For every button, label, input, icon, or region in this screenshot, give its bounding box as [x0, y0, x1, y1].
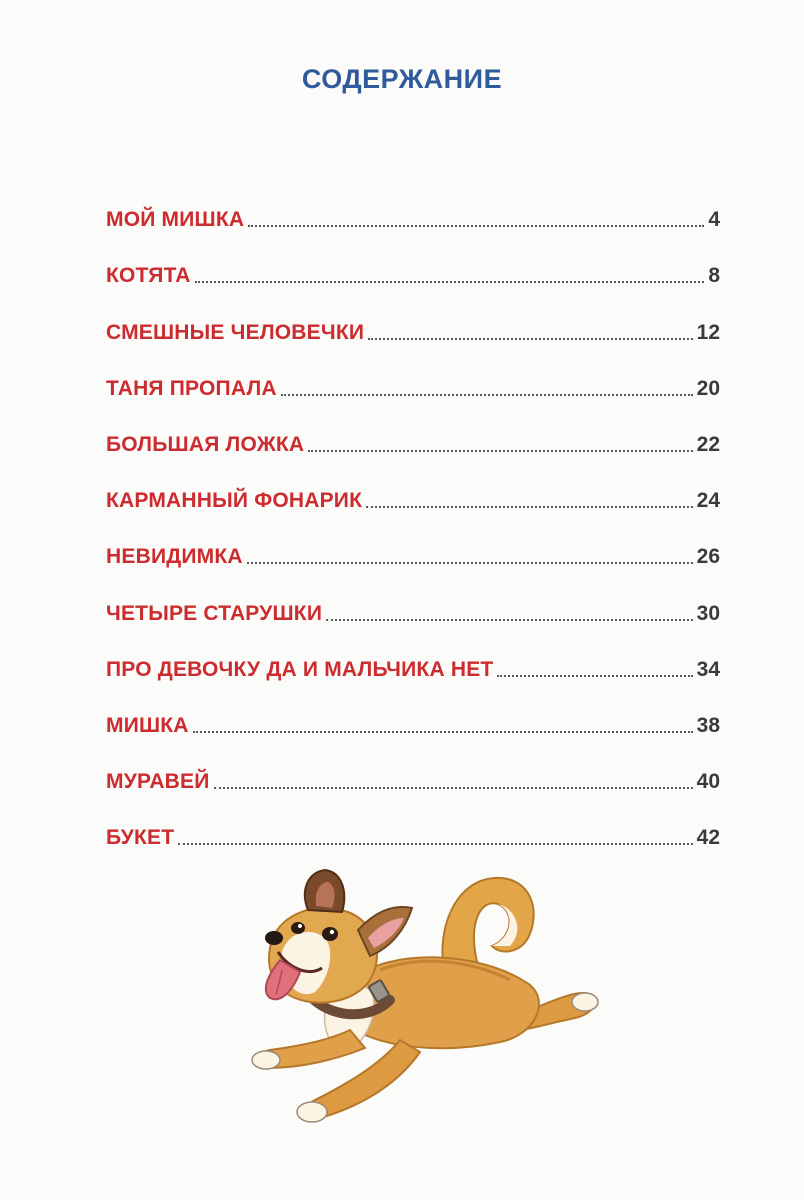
toc-entry[interactable]: [106, 800, 720, 856]
dot-leader: [281, 394, 693, 396]
toc-entry-page: 8: [708, 264, 720, 288]
dot-leader: [178, 843, 692, 845]
toc-entry-page: 30: [696, 601, 720, 625]
toc-entry[interactable]: [106, 744, 720, 800]
toc-entry-title: МИШКА: [106, 713, 189, 737]
toc-entry-title: КАРМАННЫЙ ФОНАРИК: [106, 489, 363, 513]
toc-entry-title: МУРАВЕЙ: [106, 770, 210, 794]
toc-entry-page: 34: [696, 657, 720, 681]
table-of-contents: [106, 182, 720, 856]
dot-leader: [368, 338, 693, 340]
toc-entry[interactable]: [106, 182, 720, 238]
page-title: СОДЕРЖАНИЕ: [301, 64, 503, 94]
toc-entry-page: 20: [696, 376, 720, 400]
dot-leader: [497, 675, 692, 677]
toc-entry[interactable]: [106, 294, 720, 350]
toc-entry-page: 38: [696, 713, 720, 737]
toc-entry-title: ТАНЯ ПРОПАЛА: [106, 376, 277, 400]
dot-leader: [326, 619, 693, 621]
toc-entry-title: БОЛЬШАЯ ЛОЖКА: [106, 432, 305, 456]
toc-entry-page: 42: [696, 826, 720, 850]
toc-entry-title: СМЕШНЫЕ ЧЕЛОВЕЧКИ: [106, 320, 365, 344]
toc-entry[interactable]: [106, 407, 720, 463]
toc-entry-page: 24: [696, 489, 720, 513]
dot-leader: [247, 562, 693, 564]
toc-entry-page: 26: [696, 545, 720, 569]
toc-entry[interactable]: [106, 575, 720, 631]
dot-leader: [195, 281, 705, 283]
toc-entry-title: КОТЯТА: [106, 264, 191, 288]
toc-entry-page: 12: [696, 320, 720, 344]
toc-entry-title: НЕВИДИМКА: [106, 545, 243, 569]
toc-entry[interactable]: [106, 463, 720, 519]
toc-entry-page: 22: [696, 432, 720, 456]
toc-entry[interactable]: [106, 632, 720, 688]
dot-leader: [248, 225, 704, 227]
toc-entry-page: 40: [696, 770, 720, 794]
dot-leader: [366, 506, 693, 508]
toc-entry-title: ЧЕТЫРЕ СТАРУШКИ: [106, 601, 323, 625]
toc-entry-title: БУКЕТ: [106, 826, 175, 850]
toc-entry[interactable]: [106, 688, 720, 744]
running-dog-illustration: [230, 860, 610, 1140]
toc-entry[interactable]: [106, 238, 720, 294]
dot-leader: [308, 450, 692, 452]
dot-leader: [193, 731, 693, 733]
toc-entry-page: 4: [708, 208, 720, 232]
toc-entry[interactable]: [106, 351, 720, 407]
dot-leader: [214, 787, 693, 789]
toc-entry[interactable]: [106, 519, 720, 575]
toc-entry-title: ПРО ДЕВОЧКУ ДА И МАЛЬЧИКА НЕТ: [106, 657, 494, 681]
toc-entry-title: МОЙ МИШКА: [106, 208, 245, 232]
